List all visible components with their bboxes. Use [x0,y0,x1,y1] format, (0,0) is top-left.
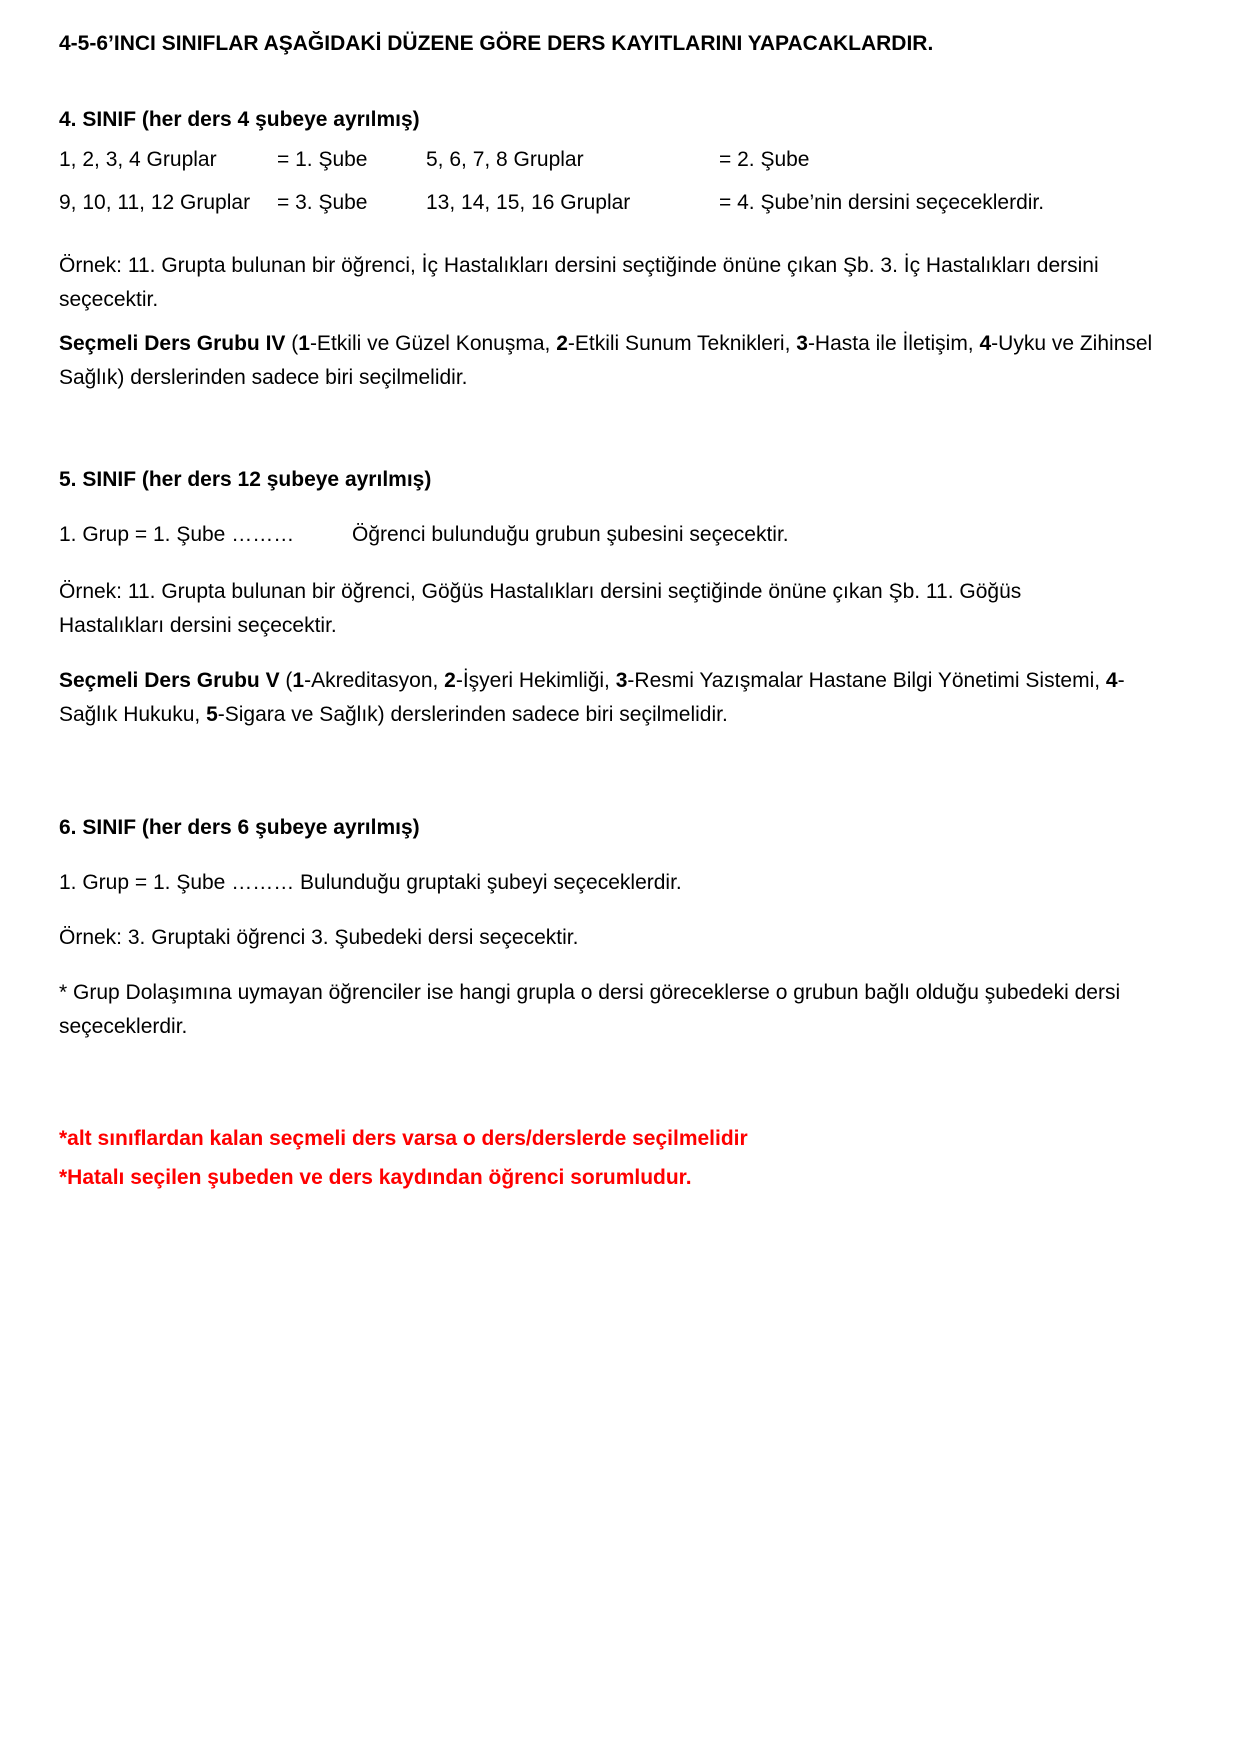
class5-elective-line1: Seçmeli Ders Grubu V (1-Akreditasyon, 2-İşyeri Hekimliği, 3-Resmi Yazışmalar Hastane Bilgi Yönetimi Sistemi, 4- [59,669,1125,692]
class4-row2-groups-b: 13, 14, 15, 16 Gruplar [426,191,631,214]
class4-row2-branch-a: = 3. Şube [277,191,368,214]
class5-rule-text: Öğrenci bulunduğu grubun şubesini seçecektir. [352,523,789,546]
class6-example: Örnek: 3. Gruptaki öğrenci 3. Şubedeki dersi seçecektir. [59,926,579,949]
class4-row1-groups-b: 5, 6, 7, 8 Gruplar [426,148,584,171]
document-title: 4-5-6’INCI SINIFLAR AŞAĞIDAKİ DÜZENE GÖRE DERS KAYITLARINI YAPACAKLARDIR. [59,32,934,55]
class4-example-line2: seçecektir. [59,288,159,311]
class5-example-line1: Örnek: 11. Grupta bulunan bir öğrenci, Göğüs Hastalıkları dersini seçtiğinde önüne çıkan Şb. 11. Göğüs [59,580,1022,603]
class4-elective-line1: Seçmeli Ders Grubu IV (1-Etkili ve Güzel Konuşma, 2-Etkili Sunum Teknikleri, 3-Hasta ile İletişim, 4-Uyku ve Zihinsel [59,332,1153,355]
class4-row2-groups-a: 9, 10, 11, 12 Gruplar [59,191,251,214]
class6-note-line1: * Grup Dolaşımına uymayan öğrenciler ise hangi grupla o dersi göreceklerse o grubun bağlı olduğu şubedeki dersi [59,981,1121,1004]
warning-elective: *alt sınıflardan kalan seçmeli ders varsa o ders/derslerde seçilmelidir [59,1127,748,1150]
class5-rule-branch: 1. Grup = 1. Şube ……… [59,523,295,546]
warning-responsibility: *Hatalı seçilen şubeden ve ders kaydından öğrenci sorumludur. [59,1166,692,1189]
class4-heading: 4. SINIF (her ders 4 şubeye ayrılmış) [59,108,420,131]
elective-group-label: Seçmeli Ders Grubu IV [59,332,286,355]
class6-rule: 1. Grup = 1. Şube ……… Bulunduğu gruptaki şubeyi seçeceklerdir. [59,871,682,894]
class4-row1-groups-a: 1, 2, 3, 4 Gruplar [59,148,217,171]
class4-row2-branch-b: = 4. Şube’nin dersini seçeceklerdir. [719,191,1045,214]
class4-example-line1: Örnek: 11. Grupta bulunan bir öğrenci, İç Hastalıkları dersini seçtiğinde önüne çıkan Şb. 3. İç Hastalıkları dersini [59,254,1099,277]
class5-elective-line2: Sağlık Hukuku, 5-Sigara ve Sağlık) derslerinden sadece biri seçilmelidir. [59,703,728,726]
class4-elective-line2: Sağlık) derslerinden sadece biri seçilmelidir. [59,366,468,389]
class4-row1-branch-a: = 1. Şube [277,148,368,171]
class5-heading: 5. SINIF (her ders 12 şubeye ayrılmış) [59,468,432,491]
elective-group-label: Seçmeli Ders Grubu V [59,669,280,692]
class6-heading: 6. SINIF (her ders 6 şubeye ayrılmış) [59,816,420,839]
class4-row1-branch-b: = 2. Şube [719,148,810,171]
class5-example-line2: Hastalıkları dersini seçecektir. [59,614,337,637]
class6-note-line2: seçeceklerdir. [59,1015,188,1038]
